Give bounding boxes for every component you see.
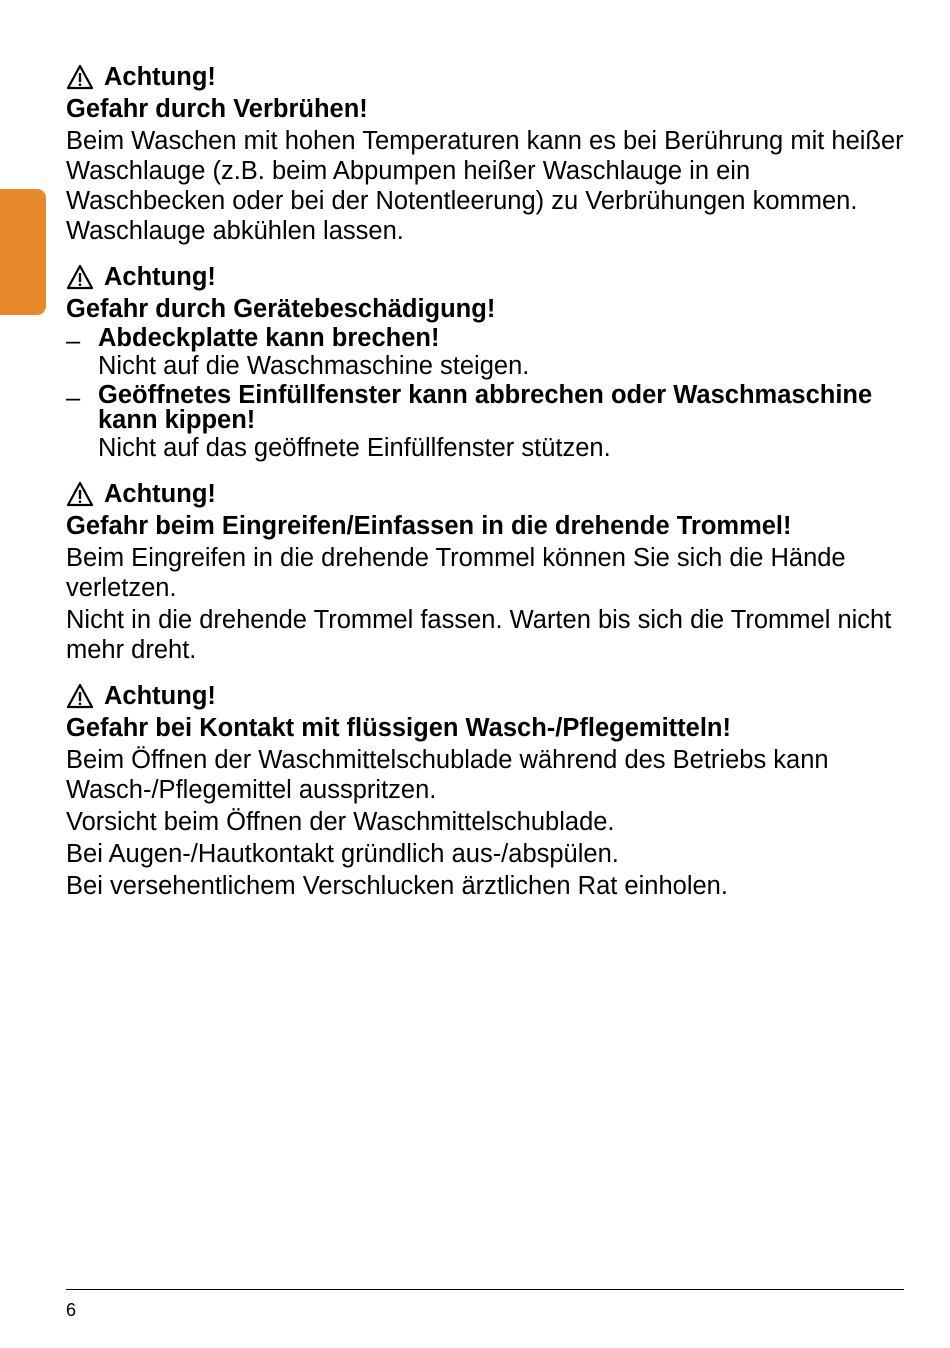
warning-block-detergent	[66, 681, 906, 901]
warning-header	[66, 479, 906, 509]
warning-label: Achtung!	[104, 682, 216, 710]
warning-title: Gefahr beim Eingreifen/Einfassen in die drehende Trommel!	[66, 512, 792, 540]
warning-triangle-icon	[66, 264, 94, 290]
list-item	[66, 326, 906, 381]
warning-text: Bei versehentlichem Verschlucken ärztlichen Rat einholen.	[66, 872, 728, 900]
warning-header	[66, 681, 906, 711]
warning-text: Beim Eingreifen in die drehende Trommel können Sie sich die Hände verletzen.	[66, 544, 846, 602]
warning-title: Gefahr durch Gerätebeschädigung!	[66, 295, 496, 323]
warning-text: Vorsicht beim Öffnen der Waschmittelschublade.	[66, 808, 615, 836]
warnings-content	[66, 62, 906, 917]
warning-text: Nicht in die drehende Trommel fassen. Warten bis sich die Trommel nicht mehr dreht.	[66, 606, 892, 664]
list-item-text: Nicht auf die Waschmaschine steigen.	[98, 352, 530, 380]
warning-block-device-damage	[66, 262, 906, 463]
warning-triangle-icon	[66, 481, 94, 507]
warning-text: Bei Augen-/Hautkontakt gründlich aus-/abspülen.	[66, 840, 619, 868]
warning-label: Achtung!	[104, 263, 216, 291]
warning-header	[66, 62, 906, 92]
list-item-title: Geöffnetes Einfüllfenster kann abbrechen oder Waschmaschine kann kippen!	[98, 381, 873, 434]
page-number: 6	[66, 1300, 77, 1320]
warning-title: Gefahr bei Kontakt mit flüssigen Wasch-/Pflegemitteln!	[66, 714, 731, 742]
list-item-text: Nicht auf das geöffnete Einfüllfenster stützen.	[98, 434, 611, 462]
warning-label: Achtung!	[104, 480, 216, 508]
warning-block-drum	[66, 479, 906, 665]
warning-text: Beim Waschen mit hohen Temperaturen kann es bei Berührung mit heißer Waschlauge (z.B. beim Abpumpen heißer Waschlauge in ein Waschbecken oder bei der Notentleerung) zu Verbrühungen kommen. Waschlauge abkühlen lassen.	[66, 127, 904, 245]
warning-header	[66, 262, 906, 292]
chapter-tab-marker	[0, 189, 46, 315]
list-item	[66, 383, 906, 463]
warning-triangle-icon	[66, 64, 94, 90]
list-item-title: Abdeckplatte kann brechen!	[98, 324, 440, 352]
dash-marker: –	[66, 384, 81, 412]
dash-marker: –	[66, 327, 81, 355]
warning-text: Beim Öffnen der Waschmittelschublade während des Betriebs kann Wasch-/Pflegemittel ausspritzen.	[66, 746, 829, 804]
warning-triangle-icon	[66, 683, 94, 709]
warning-label: Achtung!	[104, 63, 216, 91]
footer-divider	[66, 1289, 904, 1290]
warning-block-scalding	[66, 62, 906, 246]
warning-title: Gefahr durch Verbrühen!	[66, 95, 368, 123]
